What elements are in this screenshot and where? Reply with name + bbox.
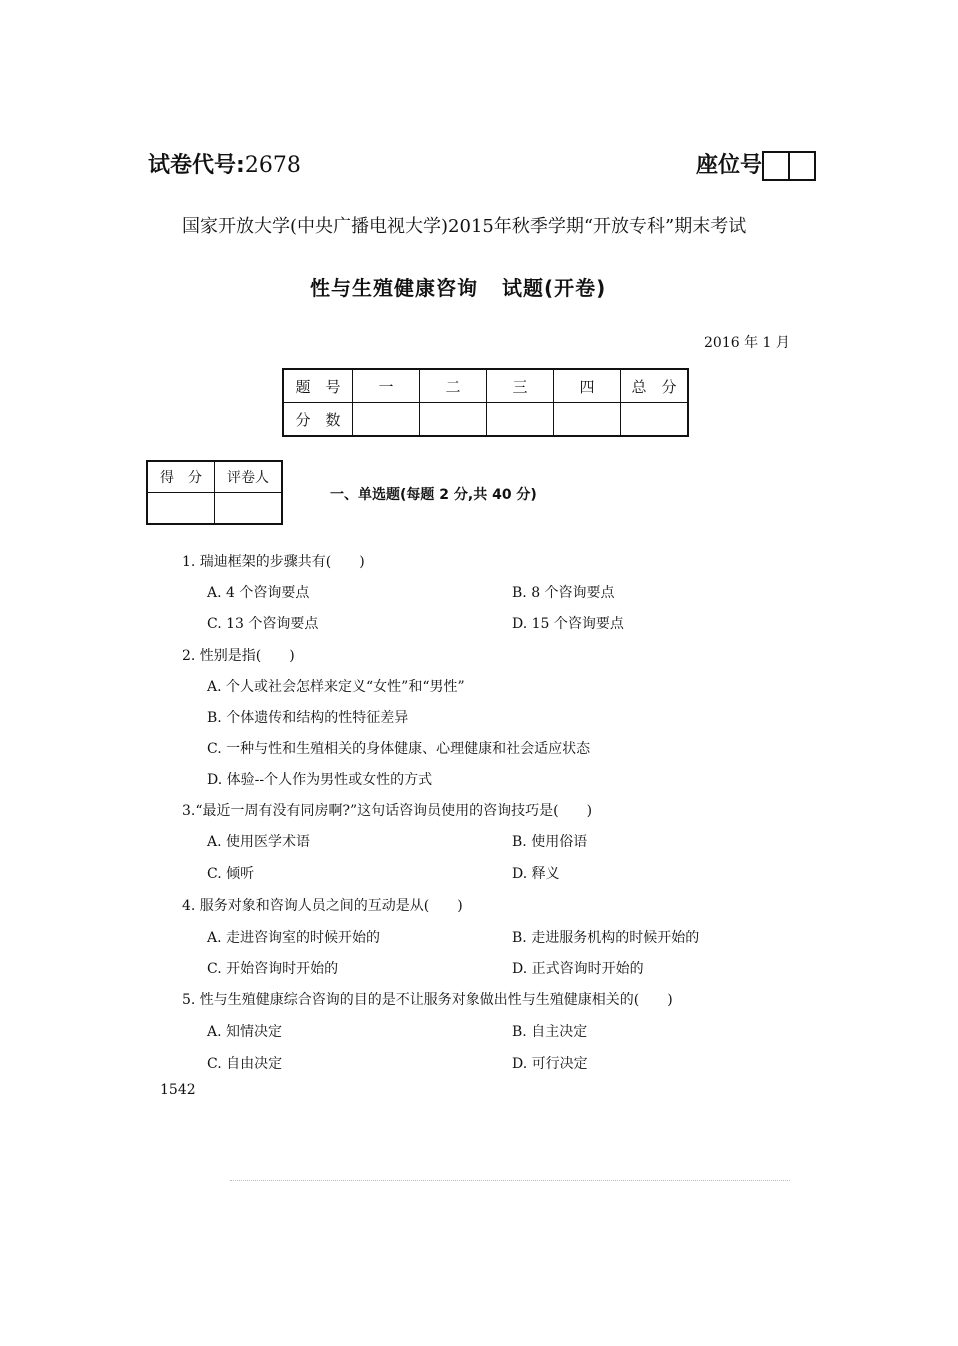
score-table-header-row [283, 369, 688, 403]
option-c: C. 13 个咨询要点 [207, 616, 319, 632]
exam-header: 国家开放大学(中央广播电视大学)2015年秋季学期“开放专科”期末考试 [182, 216, 747, 237]
score-table-cell: 四 [554, 369, 621, 403]
option-b: B. 个体遗传和结构的性特征差异 [207, 710, 409, 726]
grader-table [146, 460, 283, 525]
seat-number-boxes[interactable] [764, 151, 816, 181]
score-table [282, 368, 689, 437]
option-a: A. 使用医学术语 [207, 834, 311, 850]
option-a: A. 走进咨询室的时候开始的 [207, 930, 381, 946]
question-stem: 4. 服务对象和咨询人员之间的互动是从( ) [182, 898, 463, 914]
question-stem: 2. 性别是指( ) [182, 648, 295, 664]
paper-code-label: 试卷代号 [148, 153, 237, 178]
paper-code-separator: : [236, 153, 245, 178]
option-a: A. 个人或社会怎样来定义“女性”和“男性” [207, 679, 465, 695]
page-number: 1542 [160, 1082, 196, 1098]
grader-score-label: 得 分 [147, 461, 215, 493]
seat-number [696, 148, 816, 181]
option-c: C. 倾听 [207, 866, 255, 882]
seat-label: 座位号 [696, 153, 763, 178]
score-cell-4[interactable] [554, 403, 621, 437]
grader-name-cell[interactable] [215, 493, 283, 525]
scan-artifact-line [230, 1180, 790, 1185]
option-c: C. 一种与性和生殖相关的身体健康、心理健康和社会适应状态 [207, 741, 591, 757]
exam-title [310, 272, 606, 301]
exam-date: 2016 年 1 月 [704, 335, 790, 351]
grader-score-cell[interactable] [147, 493, 215, 525]
option-a: A. 4 个咨询要点 [207, 585, 310, 601]
score-table-cell: 题 号 [283, 369, 353, 403]
option-a: A. 知情决定 [207, 1024, 283, 1040]
score-table-score-row [283, 403, 688, 437]
grader-name-label: 评卷人 [215, 461, 283, 493]
question-stem: 5. 性与生殖健康综合咨询的目的是不让服务对象做出性与生殖健康相关的( ) [182, 992, 673, 1008]
score-cell-1[interactable] [353, 403, 420, 437]
option-c: C. 自由决定 [207, 1056, 283, 1072]
option-b: B. 使用俗语 [512, 834, 588, 850]
option-b: B. 走进服务机构的时候开始的 [512, 930, 700, 946]
option-c: C. 开始咨询时开始的 [207, 961, 339, 977]
score-table-cell: 三 [487, 369, 554, 403]
score-table-cell: 总 分 [621, 369, 689, 403]
option-d: D. 释义 [512, 866, 560, 882]
option-b: B. 自主决定 [512, 1024, 588, 1040]
exam-type: 试题(开卷) [502, 276, 607, 300]
score-table-cell: 二 [420, 369, 487, 403]
option-d: D. 正式咨询时开始的 [512, 961, 644, 977]
score-cell-total[interactable] [621, 403, 689, 437]
paper-code [148, 148, 301, 179]
option-d: D. 体验--个人作为男性或女性的方式 [207, 772, 433, 788]
question-stem: 3.“最近一周有没有同房啊?”这句话咨询员使用的咨询技巧是( ) [182, 803, 593, 819]
seat-box-1[interactable] [762, 151, 790, 181]
option-d: D. 可行决定 [512, 1056, 588, 1072]
exam-subject: 性与生殖健康咨询 [310, 276, 478, 300]
score-cell-3[interactable] [487, 403, 554, 437]
score-row-label: 分 数 [283, 403, 353, 437]
option-b: B. 8 个咨询要点 [512, 585, 615, 601]
seat-box-2[interactable] [788, 151, 816, 181]
score-cell-2[interactable] [420, 403, 487, 437]
score-table-cell: 一 [353, 369, 420, 403]
question-stem: 1. 瑞迪框架的步骤共有( ) [182, 554, 365, 570]
section-title: 一、单选题(每题 2 分,共 40 分) [330, 487, 537, 503]
paper-code-value: 2678 [244, 153, 301, 178]
option-d: D. 15 个咨询要点 [512, 616, 624, 632]
